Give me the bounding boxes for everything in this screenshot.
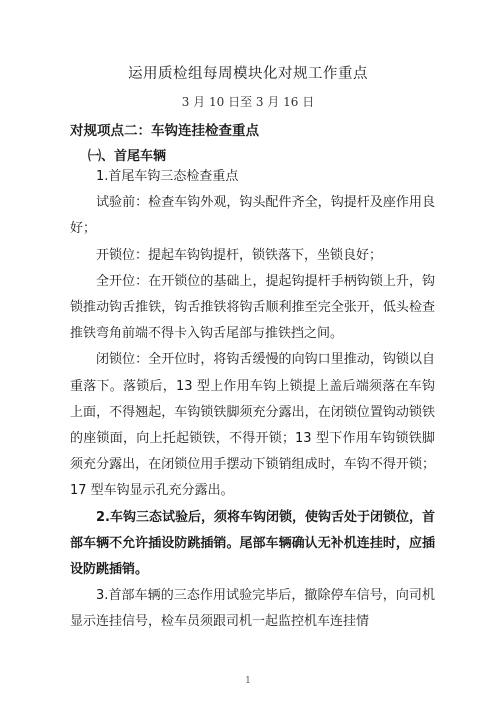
paragraph-1: 1.首尾车钩三态检查重点 (96, 169, 239, 184)
paragraph-3: 开锁位：提起车钩钩提杆，锁铁落下，坐锁良好； (96, 247, 383, 263)
paragraph-6: 2.车钩三态试验后，须将车钩闭锁，使钩舌处于闭锁位，首部车辆不允许插设防跳插销。尾部车辆确认无补机连挂时，应插设防跳插销。 (70, 509, 435, 578)
paragraph-4: 全开位：在开锁位的基础上，提起钩提杆手柄钩锁上升，钩锁推动钩舌推铁，钩舌推铁将钩舌顺利推至完全张开，低头检查推铁弯角前端不得卡入钩舌尾部与推铁挡之间。 (70, 273, 435, 342)
document-title: 运用质检组每周模块化对规工作重点 (128, 66, 368, 82)
paragraph-5: 闭锁位：全开位时，将钩舌缓慢的向钩口里推动，钩锁以自重落下。落锁后，13 型上作用车钩上锁提上盖后端须落在车钩上面，不得翘起，车钩锁铁脚须充分露出，在闭锁位置钩动锁铁的座锁面，向上托起锁铁，不得开锁；13 型下作用车钩锁铁脚须充分露出，在闭锁位用手摆动下锁销组成时，车钩不得开锁；17 型车钩显示孔充分露出。 (70, 352, 435, 499)
page-number: 1 (245, 676, 251, 686)
paragraph-7: 3.首部车辆的三态作用试验完毕后，撤除停车信号，向司机显示连挂信号，检车员须跟司机一起监控机车连挂情 (70, 588, 435, 630)
body-text (70, 164, 435, 636)
date-range: 3 月 10 日至 3 月 16 日 (181, 95, 315, 109)
paragraph-2: 试验前：检查车钩外观，钩头配件齐全，钩提杆及座作用良好； (70, 195, 435, 237)
subsection-heading: ㈠、首尾车辆 (88, 149, 167, 164)
section-heading: 对规项点二：车钩连挂检查重点 (70, 123, 259, 139)
